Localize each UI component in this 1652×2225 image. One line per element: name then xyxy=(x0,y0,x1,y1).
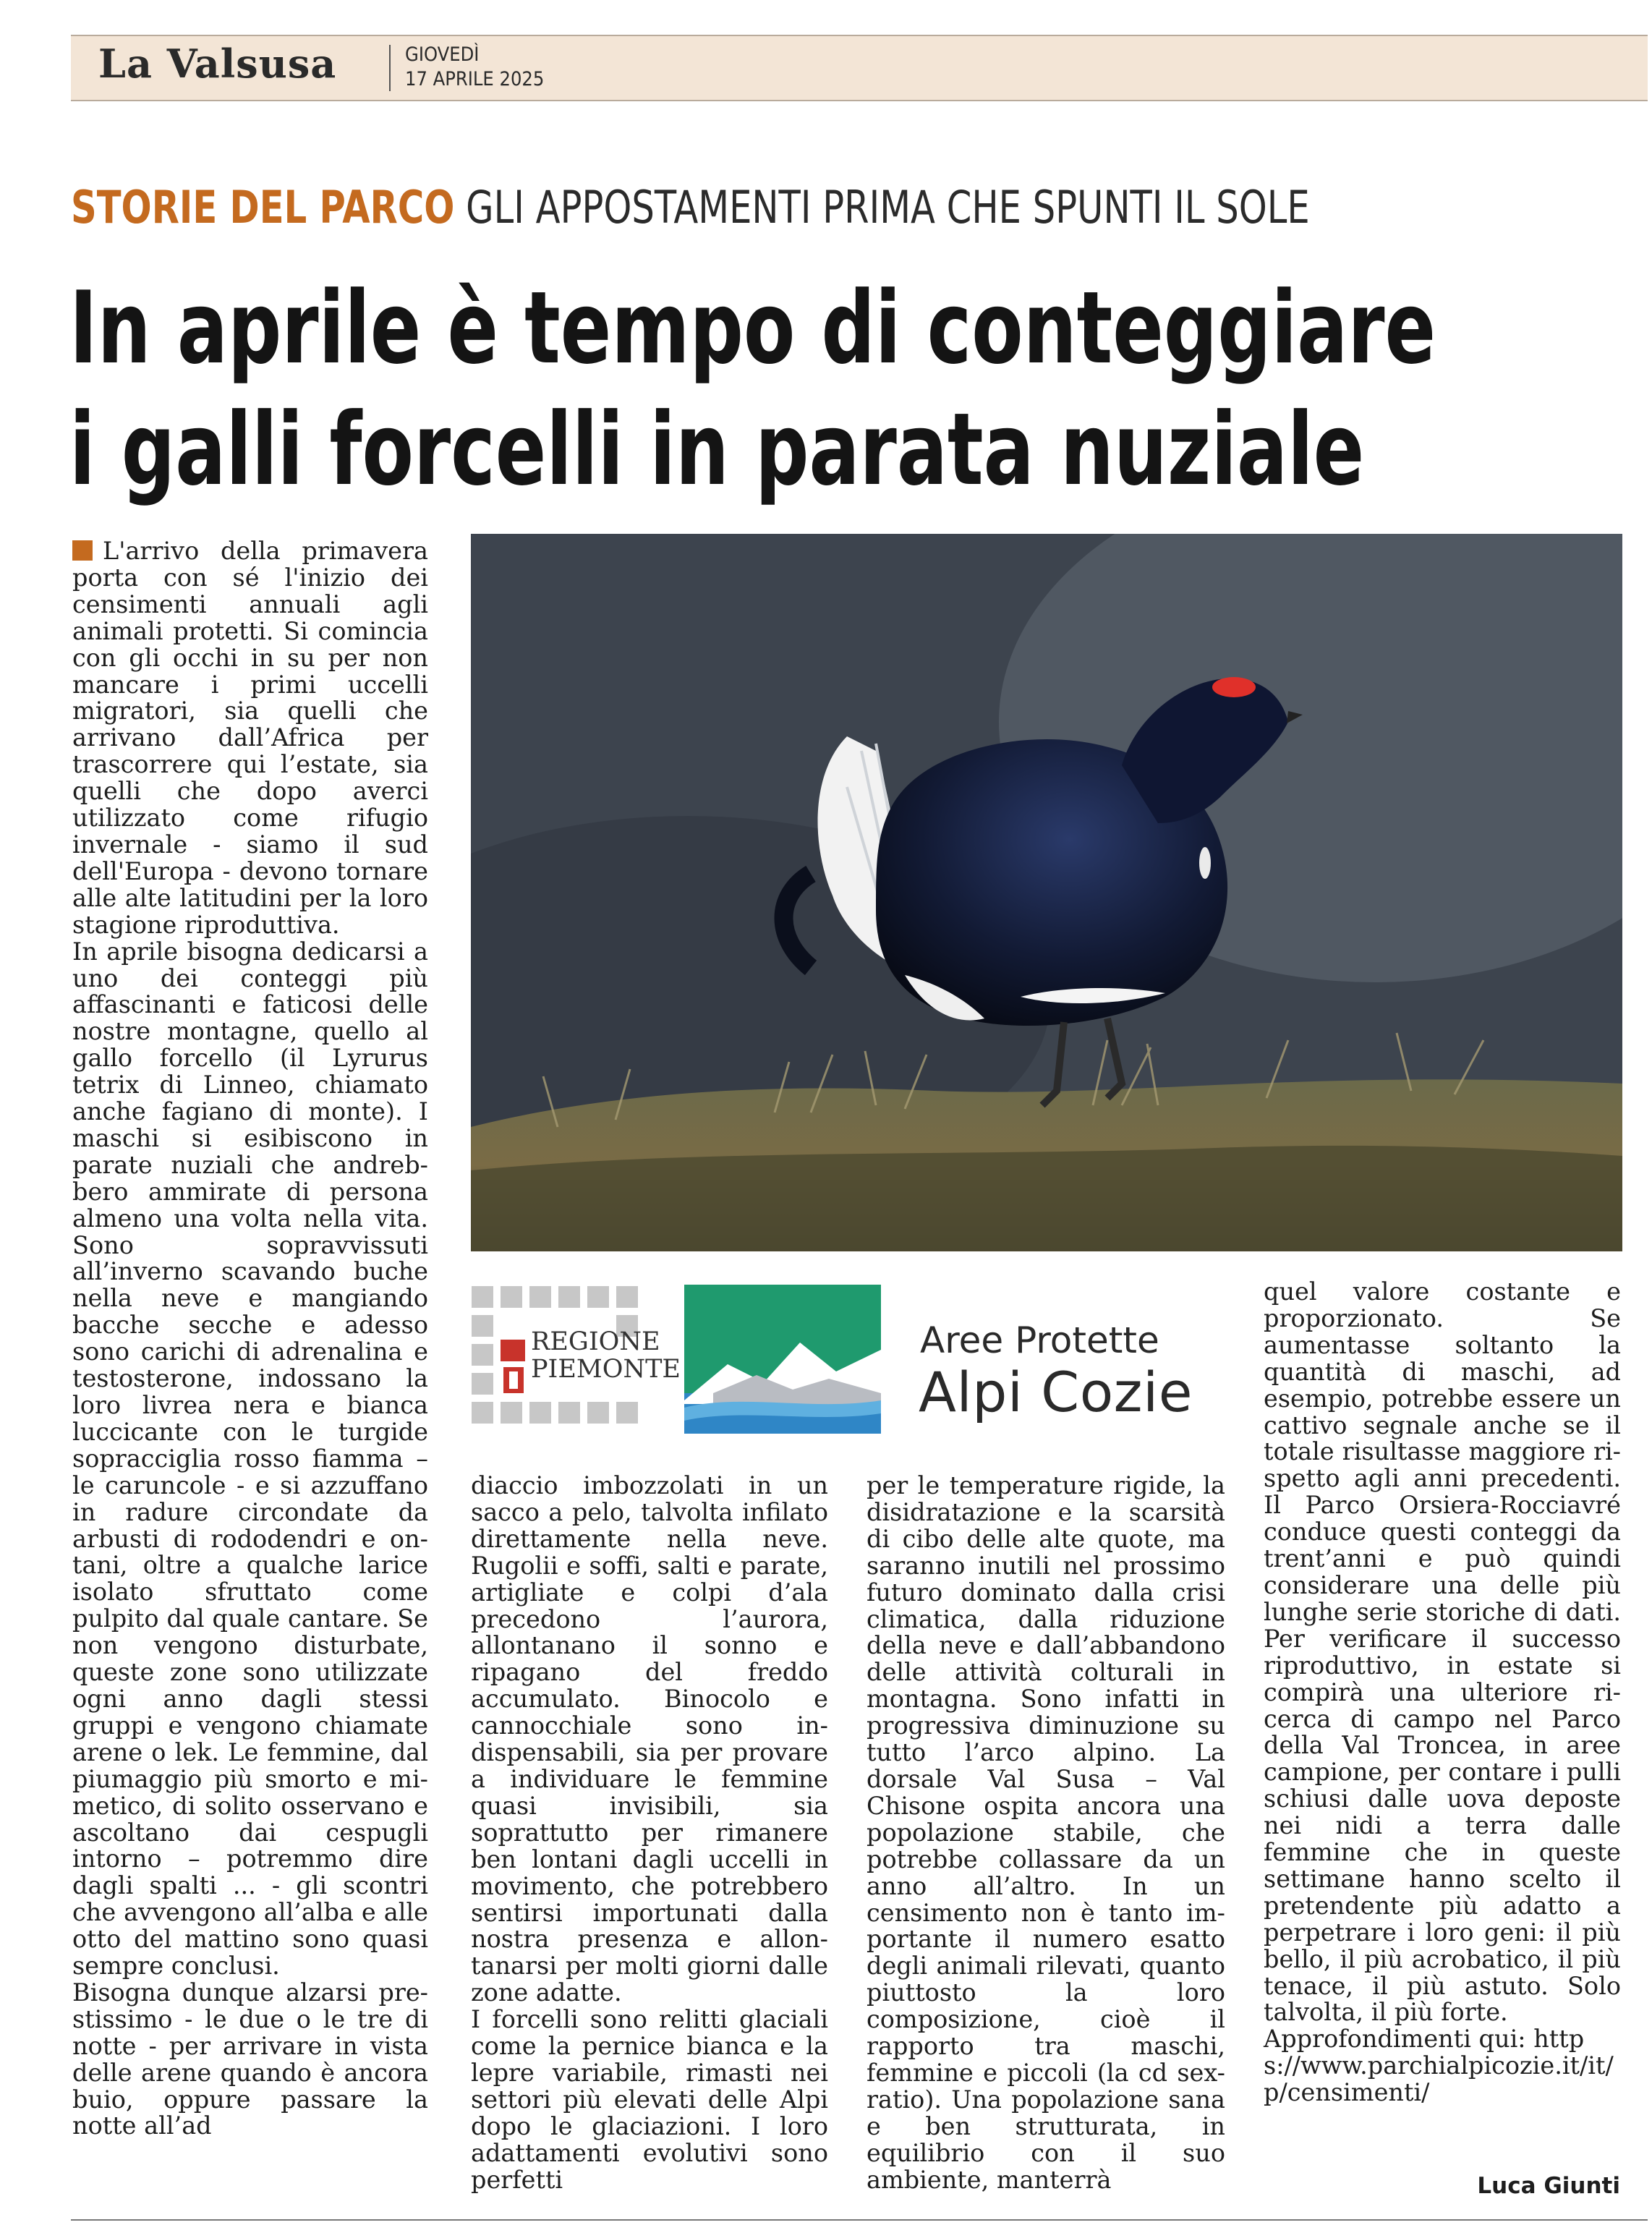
issue-date: 17 APRILE 2025 xyxy=(405,68,545,90)
paragraph-1-text: L'arrivo della primavera porta con sé l'inizio dei censimenti annuali agli animali protetti. Si comincia con gli occhi in su per non mancare i primi uccelli migratori, sia quelli che arrivano dall’Africa per trascorrere qui l’estate, sia quelli che dopo averci utilizzato come rifugio invernale - siamo il sud dell'Europa - devono tornare alle alte latitudini per la loro stagione riproduttiva. xyxy=(72,537,428,939)
bottom-divider xyxy=(71,2219,1648,2221)
paragraph-7: quel valore costante e proporzionato. Se aumentasse soltanto la quantità di maschi, ad esempio, potrebbe essere un cattivo segnale anche se il totale risultasse maggiore rispetto agli anni precedenti. Il Parco Orsiera-Rocciavré conduce questi conteggi da trent’anni e può quindi considerare una delle più lunghe serie storiche di dati. Per verificare il successo riproduttivo, in estate si compirà una ulteriore ricerca di campo nel Parco della Val Troncea, in aree campione, per contare i pulli schiusi dalle uova deposte nei nidi a terra dalle femmine che in queste settimane hanno scelto il pretendente più adatto a perpetrare i loro geni: il più bello, il più acrobatico, il più tenace, il più astuto. Solo talvolta, il più forte. xyxy=(1264,1277,1621,2027)
black-grouse-photo xyxy=(471,534,1622,1251)
newspaper-logo: La Valsusa xyxy=(98,41,337,87)
issue-day: GIOVEDÌ xyxy=(405,43,480,66)
article-column-1 xyxy=(72,538,428,2140)
kicker xyxy=(71,182,1310,233)
parks-line-2: Alpi Cozie xyxy=(919,1360,1193,1424)
paragraph-5: I forcelli sono relitti glaciali come la pernice bianca e la lepre variabile, rimasti nei settori più elevati delle Alpi dopo le glaciazioni. I loro adattamenti evolutivi sono perfetti xyxy=(471,2005,828,2194)
paragraph-3: Bisogna dunque alzarsi prestissimo - le due o le tre di notte - per arrivare in vista delle arene quando è ancora buio, oppure passare la notte all’ad xyxy=(72,1978,428,2140)
kicker-subtitle: GLI APPOSTAMENTI PRIMA CHE SPUNTI IL SOLE xyxy=(466,181,1310,234)
section-tag: STORIE DEL PARCO xyxy=(71,181,455,234)
headline-line-2: i galli forcelli in parata nuziale xyxy=(69,391,1365,508)
masthead-divider xyxy=(389,45,391,91)
paragraph-1 xyxy=(72,538,428,939)
article-column-2 xyxy=(471,1473,828,2193)
article-column-4 xyxy=(1264,1279,1621,2106)
region-line-2: PIEMONTE xyxy=(531,1355,681,1384)
region-line-1: REGIONE xyxy=(531,1327,660,1356)
paragraph-6: per le temperature rigide, la disidratazione e la scarsità di cibo delle alte quote, ma saranno inutili nel prossimo futuro dominato dalla crisi climatica, dalla riduzione della neve e dall’abbandono delle attività colturali in montagna. Sono infatti in progressiva diminuzione su tutto l’arco alpino. La dorsale Val Susa – Val Chisone ospita ancora una popolazione stabile, che potrebbe collassare da un anno all’altro. In un censimento non è tanto importante il numero esatto degli animali rilevati, quanto piuttosto la loro composizione, cioè il rapporto tra maschi, femmine e piccoli (la cd sex-ratio). Una popolazione sana e ben strutturata, in equilibrio con il suo ambiente, manterrà xyxy=(867,1471,1225,2194)
alpi-cozie-logo xyxy=(684,1285,881,1434)
sponsor-logos xyxy=(469,1280,1228,1439)
black-grouse-illustration xyxy=(471,534,1622,1251)
article-column-3 xyxy=(867,1473,1225,2193)
masthead xyxy=(71,35,1648,101)
further-reading-link[interactable]: Approfondimenti qui: https://www.parchialpicozie.it/it/p/censimenti/ xyxy=(1264,2025,1614,2107)
headline-line-1: In aprile è tempo di conteggiare xyxy=(69,270,1436,386)
paragraph-4: diaccio imbozzolati in un sacco a pelo, talvolta infilato direttamente nella neve. Rugolii e soffi, salti e parate, artigliate e colpi d’ala precedono l’aurora, allontanano il sonno e ripagano del freddo accumulato. Binocolo e cannocchiale sono indispensabili, sia per provare a individuare le femmine quasi invisibili, sia soprattutto per rimanere ben lontani dagli uccelli in movimento, che potrebbero sentirsi importunati dalla nostra presenza e allontanarsi per molti giorni dalle zone adatte. xyxy=(471,1471,828,2007)
author-byline: Luca Giunti xyxy=(1477,2173,1620,2199)
lead-marker-icon xyxy=(72,540,93,561)
parks-line-1: Aree Protette xyxy=(920,1319,1159,1361)
regione-piemonte-text xyxy=(531,1328,681,1383)
paragraph-2: In aprile bisogna dedicarsi a uno dei conteggi più affascinanti e faticosi delle nostre montagne, quello al gallo forcello (il Lyrurus tetrix di Linneo, chiamato anche fagiano di monte). I maschi si esibiscono in parate nuziali che andrebbero ammirate di persona almeno una volta nella vita. Sono sopravvissuti all’inverno scavando buche nella neve e mangiando bacche secche e adesso sono carichi di adrenalina e testosterone, indossano la loro livrea nera e bianca luccicante con le turgide sopracciglia rosso fiamma – le caruncole - e si azzuffano in radure circondate da arbusti di rododendri e ontani, oltre a qualche larice isolato sfruttato come pulpito dal quale cantare. Se non vengono disturbate, queste zone sono utilizzate ogni anno dagli stessi gruppi e vengono chiamate arene o lek. Le femmine, dal piumaggio più smorto e mimetico, di solito osservano e ascoltano dai cespugli intorno – potremmo dire dagli spalti ... - gli scontri che avvengono all’alba e alle otto del mattino sono quasi sempre conclusi. xyxy=(72,937,428,1981)
headline xyxy=(69,268,1436,511)
